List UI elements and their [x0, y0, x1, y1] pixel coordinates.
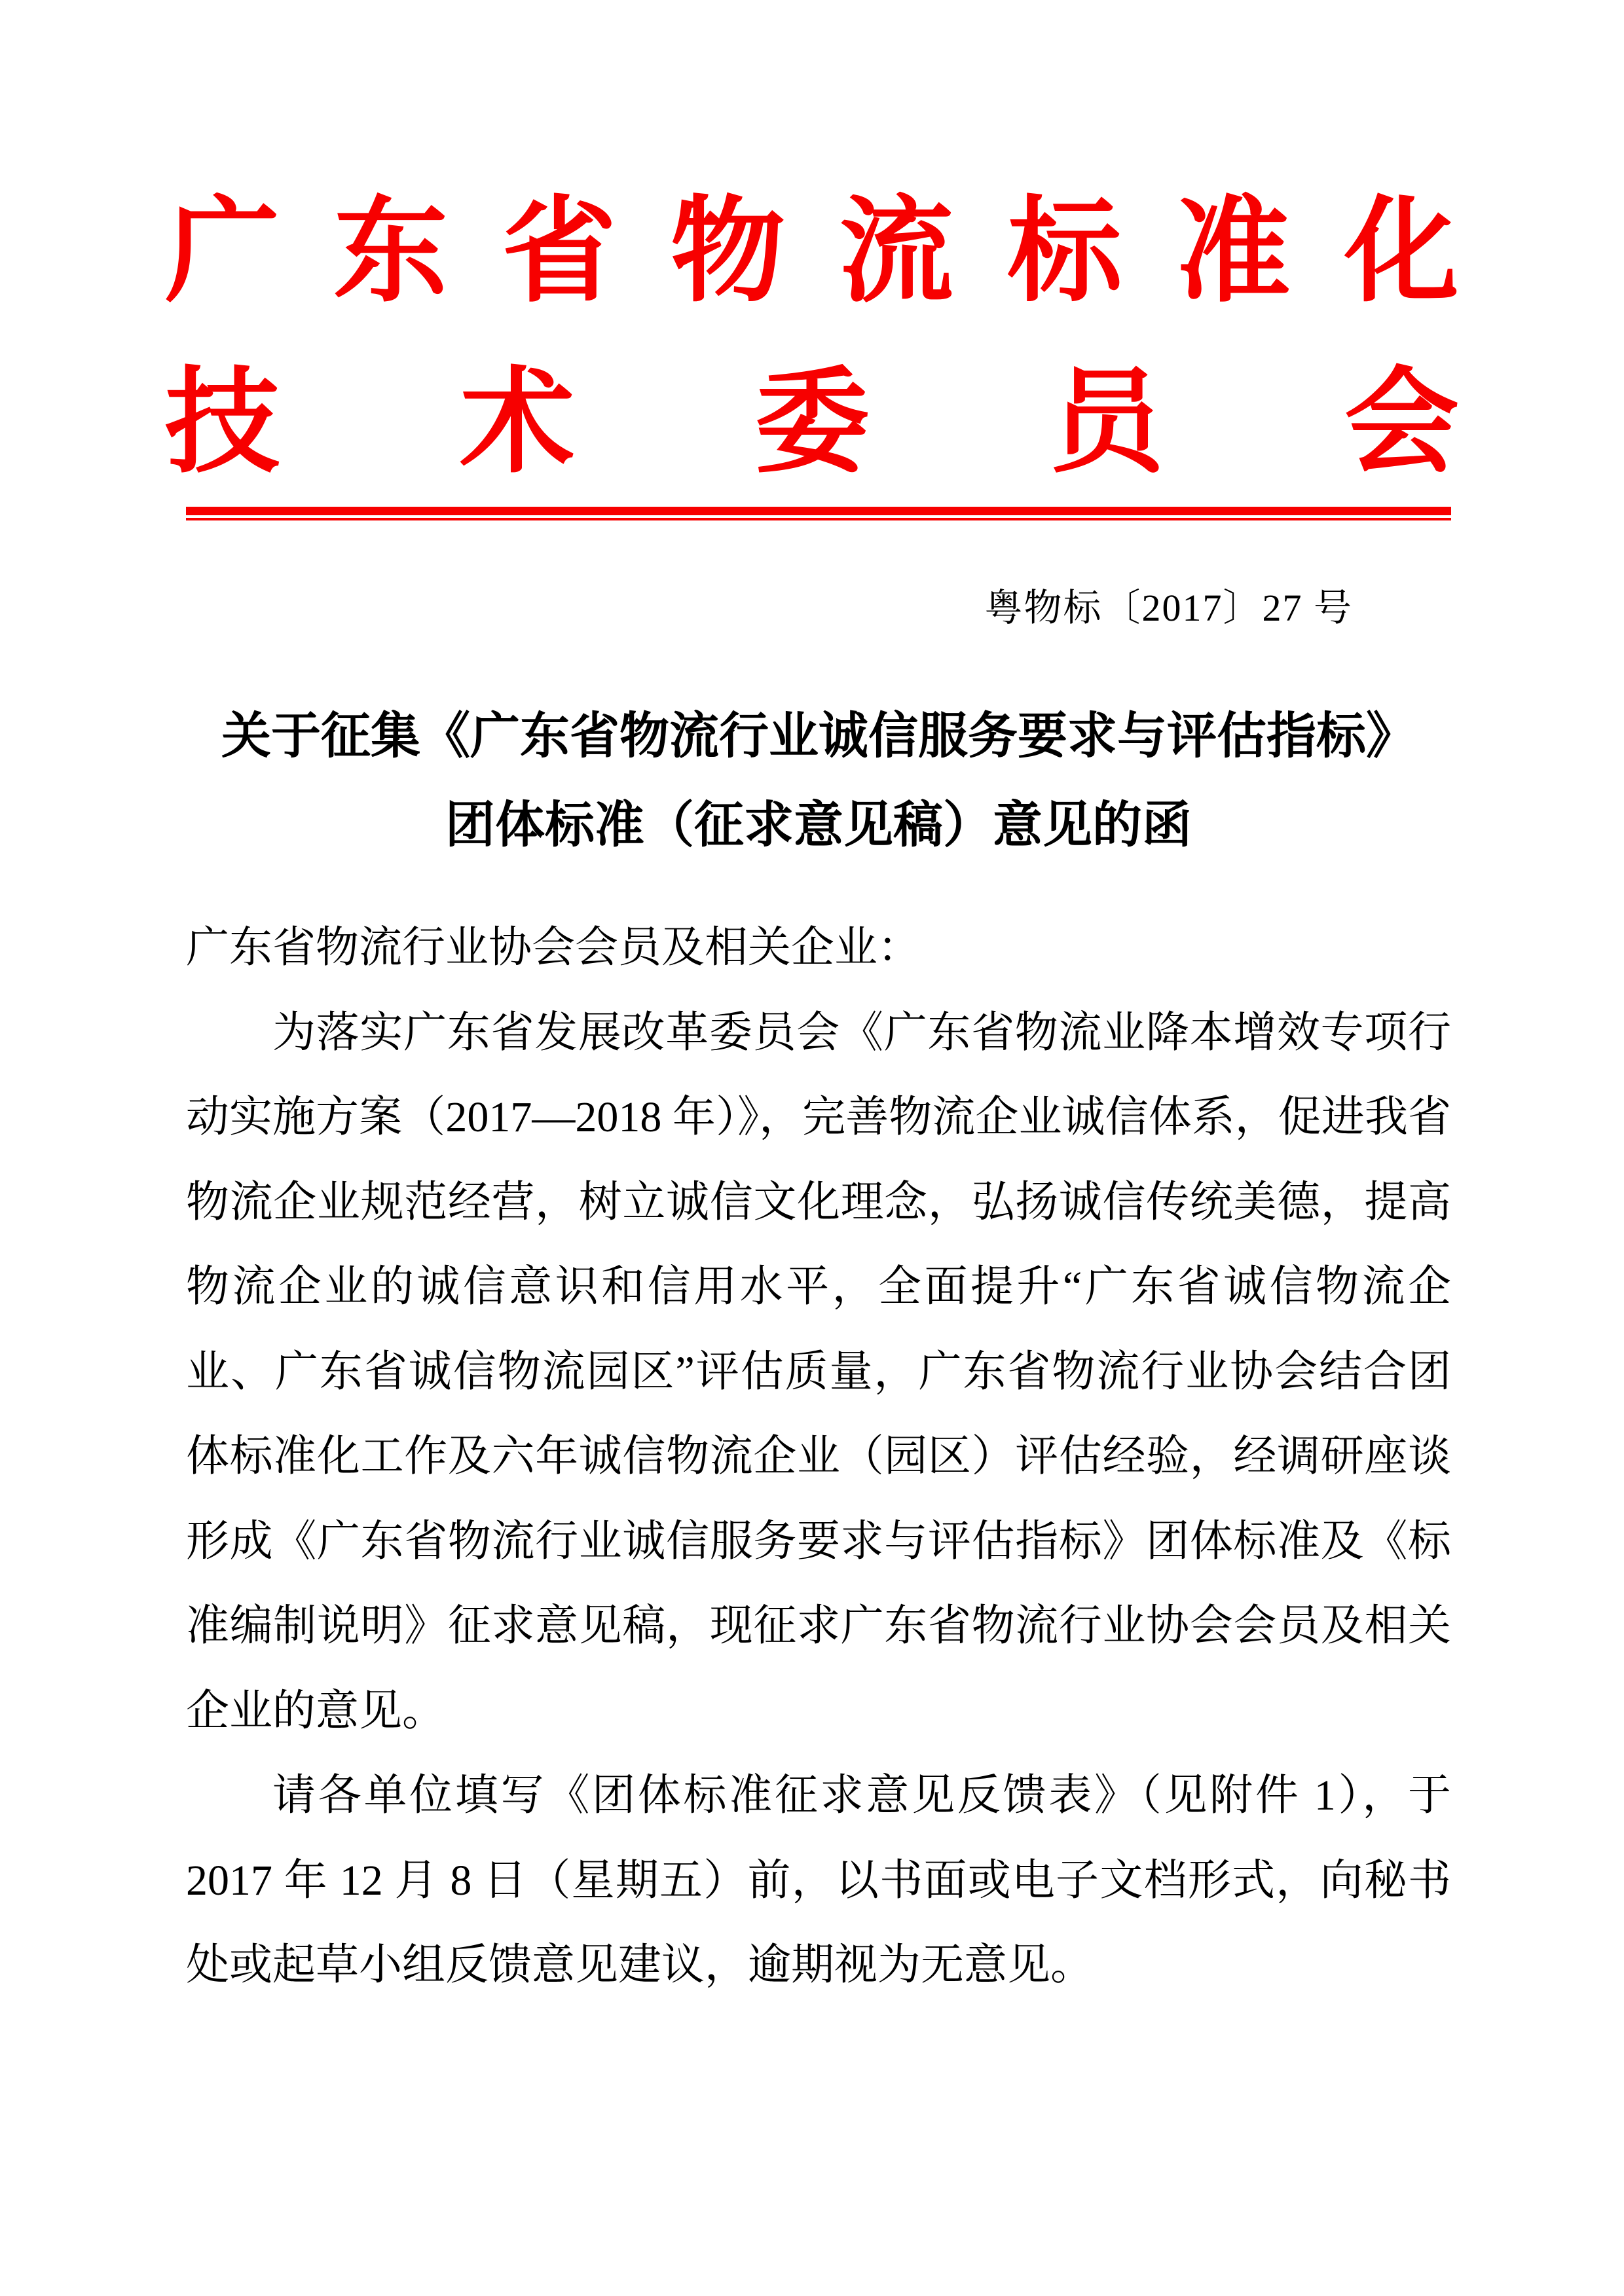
letterhead-char: 省 [502, 189, 617, 316]
salutation: 广东省物流行业协会会员及相关企业： [186, 924, 921, 972]
letterhead-line-1 [165, 189, 1459, 316]
letterhead-char: 委 [754, 359, 870, 486]
letterhead-char: 准 [1175, 189, 1291, 316]
letterhead-char: 员 [1049, 359, 1164, 486]
letterhead [165, 0, 1459, 486]
title-line-1: 关于征集《广东省物流行业诚信服务要求与评估指标》 [221, 709, 1416, 764]
title-line-2: 团体标准（征求意见稿）意见的函 [445, 798, 1192, 853]
letterhead-line-2 [165, 359, 1459, 486]
letter-body [186, 905, 1451, 2008]
letterhead-char: 广 [165, 189, 280, 316]
red-divider-thick-line [186, 507, 1451, 515]
letterhead-char: 会 [1344, 359, 1459, 486]
paragraph-1: 为落实广东省发展改革委员会《广东省物流业降本增效专项行动实施方案（2017—2018 年）》，完善物流企业诚信体系，促进我省物流企业规范经营，树立诚信文化理念，弘扬诚信传统美德，提高物流企业的诚信意识和信用水平，全面提升“广东省诚信物流企业、广东省诚信物流园区”评估质量，广东省物流行业协会结合团体标准化工作及六年诚信物流企业（园区）评估经验，经调研座谈形成《广东省物流行业诚信服务要求与评估指标》团体标准及《标准编制说明》征求意见稿，现征求广东省物流行业协会会员及相关企业的意见。 [186, 1008, 1451, 1735]
red-divider [186, 507, 1451, 520]
letterhead-char: 化 [1344, 189, 1459, 316]
paragraph-2: 请各单位填写《团体标准征求意见反馈表》（见附件 1），于 2017 年 12 月 8 日（星期五）前，以书面或电子文档形式，向秘书处或起草小组反馈意见建议，逾期视为无意见。 [186, 1772, 1451, 1989]
letterhead-char: 术 [460, 359, 575, 486]
letterhead-char: 物 [670, 189, 785, 316]
letterhead-char: 技 [165, 359, 280, 486]
letterhead-char: 流 [839, 189, 954, 316]
red-divider-thin-line [186, 518, 1451, 520]
document-number: 粤物标〔2017〕27 号 [984, 587, 1353, 629]
letterhead-char: 东 [333, 189, 449, 316]
letterhead-char: 标 [1007, 189, 1122, 316]
document-title [186, 692, 1451, 870]
